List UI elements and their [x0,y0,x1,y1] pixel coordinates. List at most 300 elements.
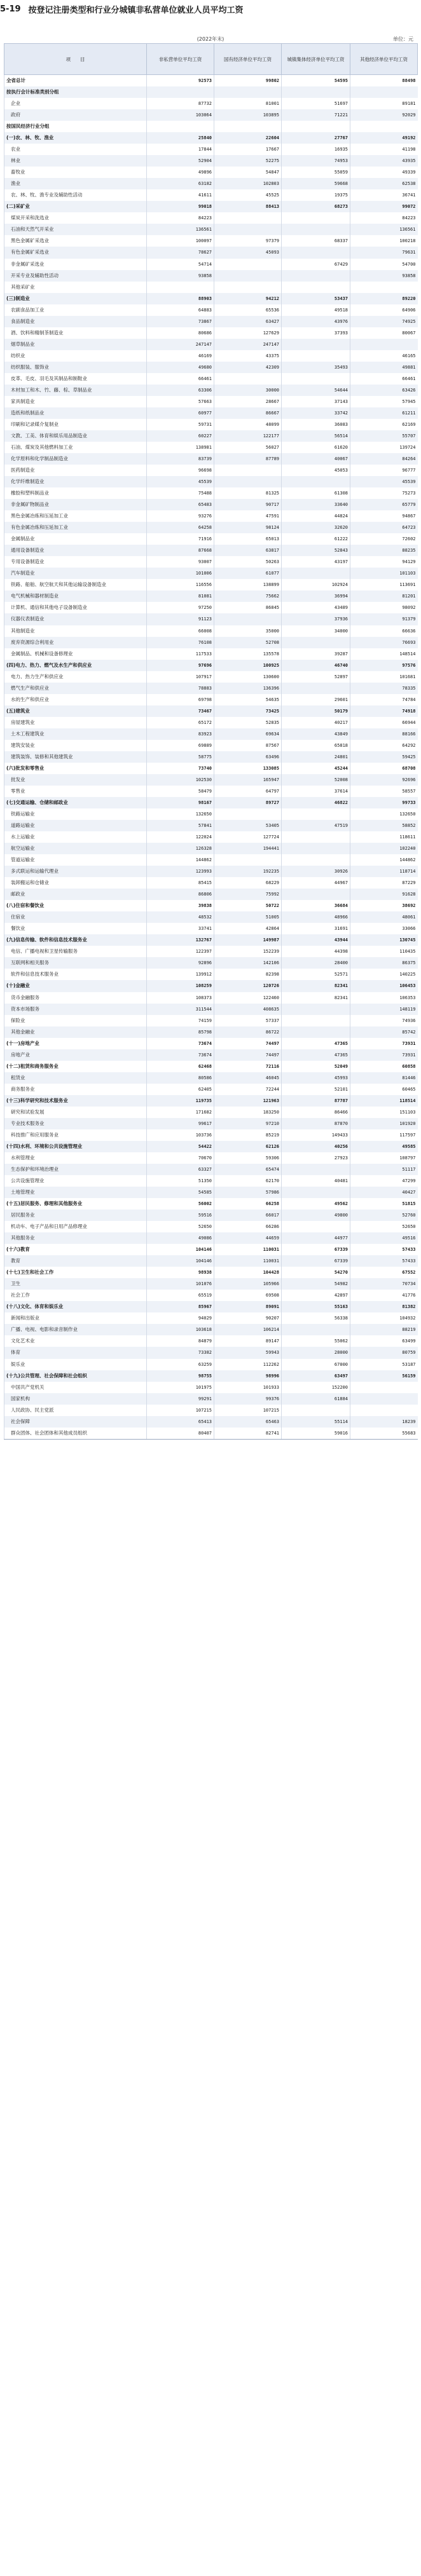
value-state-owned: 50263 [214,556,282,568]
value-other: 53187 [350,1359,418,1370]
value-total: 45539 [147,476,214,487]
row-label: 房屋建筑业 [4,717,147,728]
value-other: 59425 [350,751,418,763]
table-row [4,201,418,212]
value-total: 73467 [147,705,214,717]
unit-note: 单位：元 [393,36,413,42]
value-collective: 82341 [282,992,350,1004]
value-state-owned: 62126 [214,1141,282,1152]
table-title-text: 按登记注册类型和行业分城镇非私营单位就业人员平均工资 [28,5,244,15]
value-state-owned: 17667 [214,144,282,155]
row-label: 其他金融业 [4,1026,147,1038]
value-other: 136561 [350,224,418,235]
value-collective: 47519 [282,820,350,831]
table-row [4,843,418,854]
table-row [4,1255,418,1267]
row-label: (四)电力、热力、燃气及水生产和供应业 [4,660,147,671]
value-collective: 59016 [282,1428,350,1440]
table-row [4,1278,418,1290]
value-total: 75488 [147,487,214,499]
value-total: 100097 [147,235,214,247]
value-total: 65519 [147,1290,214,1301]
value-other: 54700 [350,259,418,270]
table-row [4,992,418,1004]
row-label: (三)制造业 [4,293,147,304]
value-state-owned [214,476,282,487]
value-collective: 52897 [282,671,350,683]
value-total: 108259 [147,980,214,992]
row-label: 电气机械和器材制造业 [4,590,147,602]
value-state-owned: 121963 [214,1095,282,1107]
table-row [4,1026,418,1038]
value-other: 148514 [350,648,418,660]
value-state-owned: 63817 [214,545,282,556]
value-state-owned: 152239 [214,946,282,957]
value-state-owned: 81001 [214,98,282,109]
row-label: 全省总计 [4,75,147,87]
row-label: 建筑装饰、装修和其他建筑业 [4,751,147,763]
value-total: 58479 [147,786,214,797]
value-total: 83923 [147,728,214,740]
value-other: 101103 [350,568,418,579]
value-state-owned: 127629 [214,327,282,339]
value-state-owned: 103895 [214,109,282,121]
value-total: 99018 [147,201,214,212]
value-state-owned [214,270,282,282]
row-label: 印刷和记录媒介复制业 [4,419,147,430]
value-total: 85798 [147,1026,214,1038]
row-label: 企业 [4,98,147,109]
value-total: 122024 [147,831,214,843]
value-collective: 68273 [282,201,350,212]
value-total: 73867 [147,316,214,327]
value-state-owned: 97379 [214,235,282,247]
value-state-owned [214,121,282,132]
value-other: 60858 [350,1061,418,1072]
table-row [4,293,418,304]
table-row [4,1187,418,1198]
value-total: 80407 [147,1428,214,1440]
value-other: 151103 [350,1107,418,1118]
table-row [4,613,418,625]
value-state-owned: 105966 [214,1278,282,1290]
table-row [4,373,418,385]
value-total: 103618 [147,1324,214,1335]
value-state-owned: 194441 [214,843,282,854]
value-state-owned: 81325 [214,487,282,499]
row-label: 新闻和出版业 [4,1312,147,1324]
value-state-owned: 59943 [214,1347,282,1358]
value-other: 78335 [350,683,418,694]
value-collective: 67339 [282,1244,350,1255]
column-header-item: 项 目 [4,44,147,75]
table-row [4,86,418,98]
row-label: 文化艺术业 [4,1335,147,1347]
table-row [4,1038,418,1049]
value-other: 79631 [350,247,418,258]
row-label: 有色金属冶炼和压延加工业 [4,522,147,533]
table-row [4,1175,418,1187]
value-state-owned: 66258 [214,1198,282,1210]
table-row [4,1198,418,1210]
value-state-owned: 86722 [214,1026,282,1038]
table-row [4,786,418,797]
value-other: 144862 [350,854,418,866]
row-label: 卫生 [4,1278,147,1290]
value-other: 72602 [350,533,418,545]
value-other: 73931 [350,1049,418,1061]
value-state-owned: 74497 [214,1049,282,1061]
value-state-owned: 122460 [214,992,282,1004]
value-collective: 52101 [282,1084,350,1095]
table-row [4,407,418,419]
value-state-owned: 135578 [214,648,282,660]
row-label: 按执行会计标准类别分组 [4,86,147,98]
value-other: 88498 [350,75,418,87]
value-state-owned: 65536 [214,304,282,316]
value-other: 65779 [350,499,418,510]
value-collective: 42897 [282,1290,350,1301]
table-row [4,224,418,235]
table-row [4,625,418,637]
value-other: 96777 [350,465,418,476]
value-total: 80586 [147,1072,214,1084]
value-collective [282,1164,350,1175]
value-total: 108373 [147,992,214,1004]
value-total: 139912 [147,969,214,980]
value-other: 91379 [350,613,418,625]
value-other: 67552 [350,1267,418,1278]
row-label: (十)金融业 [4,980,147,992]
table-row [4,556,418,568]
value-collective: 49562 [282,1198,350,1210]
value-state-owned: 45525 [214,189,282,201]
value-state-owned: 59306 [214,1152,282,1164]
value-total: 64883 [147,304,214,316]
value-total: 69798 [147,694,214,705]
value-total: 57663 [147,396,214,407]
value-other: 61211 [350,407,418,419]
value-other: 57945 [350,396,418,407]
value-other: 74918 [350,705,418,717]
value-state-owned: 165947 [214,774,282,786]
value-state-owned: 35000 [214,625,282,637]
row-label: (九)信息传输、软件和信息技术服务业 [4,934,147,946]
value-state-owned: 149987 [214,934,282,946]
value-state-owned: 65474 [214,1164,282,1175]
row-label: 烟草制品业 [4,339,147,350]
value-other [350,121,418,132]
table-row [4,1290,418,1301]
table-row [4,969,418,980]
row-label: 文教、工美、体育和娱乐用品制造业 [4,430,147,442]
value-total: 96698 [147,465,214,476]
value-total: 73674 [147,1049,214,1061]
row-label: 水的生产和供应业 [4,694,147,705]
value-collective [282,224,350,235]
value-other: 76693 [350,637,418,648]
value-other: 87229 [350,877,418,889]
value-other: 88166 [350,728,418,740]
value-collective: 51697 [282,98,350,109]
table-row [4,637,418,648]
value-total: 107917 [147,671,214,683]
value-state-owned: 52835 [214,717,282,728]
value-collective [282,373,350,385]
value-other: 66944 [350,717,418,728]
value-total: 65172 [147,717,214,728]
value-total: 62405 [147,1084,214,1095]
value-collective [282,1324,350,1335]
row-label: 互联网和相关服务 [4,957,147,969]
value-total: 119735 [147,1095,214,1107]
value-collective: 44977 [282,1232,350,1244]
value-other: 48061 [350,911,418,923]
value-state-owned: 86667 [214,407,282,419]
value-total: 132650 [147,808,214,820]
row-label: 道路运输业 [4,820,147,831]
value-total: 49086 [147,1232,214,1244]
table-row [4,1267,418,1278]
table-row [4,362,418,373]
table-header-row [4,44,418,75]
value-state-owned: 192235 [214,866,282,877]
value-other: 52760 [350,1210,418,1221]
value-total: 56002 [147,1198,214,1210]
value-collective [282,831,350,843]
value-state-owned: 90717 [214,499,282,510]
value-other: 85742 [350,1026,418,1038]
table-row [4,683,418,694]
value-other: 98092 [350,602,418,613]
value-collective: 65818 [282,740,350,751]
value-collective: 56338 [282,1312,350,1324]
value-other: 64906 [350,304,418,316]
value-state-owned: 142106 [214,957,282,969]
value-collective: 43976 [282,316,350,327]
value-other: 80759 [350,1347,418,1358]
value-total: 104146 [147,1244,214,1255]
value-collective [282,1015,350,1026]
table-row [4,1382,418,1393]
value-state-owned: 130600 [214,671,282,683]
value-collective: 149433 [282,1129,350,1141]
table-row [4,1370,418,1382]
row-label: 土地管理业 [4,1187,147,1198]
value-collective: 46740 [282,660,350,671]
value-total: 51350 [147,1175,214,1187]
row-label: 按国民经济行业分组 [4,121,147,132]
value-total: 311544 [147,1004,214,1015]
value-state-owned: 43375 [214,350,282,362]
value-collective: 36083 [282,419,350,430]
value-other: 51117 [350,1164,418,1175]
value-state-owned: 110031 [214,1244,282,1255]
row-label: (七)交通运输、仓储和邮政业 [4,797,147,808]
value-total: 132767 [147,934,214,946]
table-row [4,660,418,671]
row-label: 人民政协、民主党派 [4,1405,147,1416]
table-row [4,705,418,717]
table-row [4,1141,418,1152]
value-collective: 45244 [282,763,350,774]
value-state-owned: 47591 [214,510,282,522]
table-row [4,763,418,774]
value-other: 49881 [350,362,418,373]
value-collective: 67339 [282,1255,350,1267]
value-other: 63499 [350,1335,418,1347]
value-other: 45539 [350,476,418,487]
row-label: 水利管理业 [4,1152,147,1164]
value-total: 87668 [147,545,214,556]
value-state-owned: 42864 [214,923,282,934]
row-label: 软件和信息技术服务业 [4,969,147,980]
value-other: 18239 [350,1416,418,1428]
row-label: 皮革、毛皮、羽毛及其制品和制鞋业 [4,373,147,385]
table-row [4,579,418,590]
value-collective: 50179 [282,705,350,717]
row-label: 邮政业 [4,889,147,900]
table-row [4,602,418,613]
value-total: 85415 [147,877,214,889]
value-other: 66636 [350,625,418,637]
row-label: 广播、电视、电影和录音制作业 [4,1324,147,1335]
value-other: 94867 [350,510,418,522]
value-other: 60465 [350,1084,418,1095]
value-state-owned [214,212,282,224]
row-label: 批发业 [4,774,147,786]
value-collective [282,843,350,854]
table-row [4,934,418,946]
row-label: 农副食品加工业 [4,304,147,316]
value-state-owned: 63427 [214,316,282,327]
value-other: 73931 [350,1038,418,1049]
value-state-owned: 82741 [214,1428,282,1440]
value-state-owned: 63496 [214,751,282,763]
row-label: 公共设施管理业 [4,1175,147,1187]
value-collective: 32620 [282,522,350,533]
row-label: 零售业 [4,786,147,797]
table-row [4,98,418,109]
table-row [4,1095,418,1107]
value-state-owned: 99376 [214,1393,282,1405]
value-other [350,1405,418,1416]
table-row [4,671,418,683]
value-state-owned: 104428 [214,1267,282,1278]
value-collective: 152200 [282,1382,350,1393]
value-other: 55683 [350,1428,418,1440]
value-total: 84223 [147,212,214,224]
table-row [4,1324,418,1335]
value-total [147,282,214,293]
value-total: 98167 [147,797,214,808]
value-total: 25840 [147,132,214,144]
row-label: 黑色金属冶炼和压延加工业 [4,510,147,522]
value-collective [282,212,350,224]
value-other: 104932 [350,1312,418,1324]
row-label: 专用设备制造业 [4,556,147,568]
value-state-owned: 22604 [214,132,282,144]
value-total: 136561 [147,224,214,235]
value-total: 99291 [147,1393,214,1405]
column-header-collective: 城镇集体经济单位平均工资 [282,44,350,75]
value-other: 118611 [350,831,418,843]
value-state-owned: 138899 [214,579,282,590]
row-label: 纺织业 [4,350,147,362]
table-row [4,304,418,316]
row-label: 化学原料和化学制品制造业 [4,453,147,465]
row-label: 计算机、通信和其他电子设备制造业 [4,602,147,613]
row-label: 黑色金属矿采选业 [4,235,147,247]
value-state-owned: 85219 [214,1129,282,1141]
value-collective: 87787 [282,1095,350,1107]
value-collective [282,683,350,694]
table-row [4,808,418,820]
row-label: 畜牧业 [4,167,147,178]
value-state-owned: 110031 [214,1255,282,1267]
row-label: 多式联运和运输代理业 [4,866,147,877]
value-collective: 43944 [282,934,350,946]
value-other: 41776 [350,1290,418,1301]
value-state-owned: 30000 [214,385,282,396]
value-other: 94129 [350,556,418,568]
value-other: 62538 [350,178,418,189]
table-row [4,717,418,728]
value-other: 64723 [350,522,418,533]
value-other: 36741 [350,189,418,201]
value-collective: 19375 [282,189,350,201]
value-collective: 49518 [282,304,350,316]
value-collective: 46822 [282,797,350,808]
value-other: 93858 [350,270,418,282]
value-other: 118714 [350,866,418,877]
table-row [4,132,418,144]
value-state-owned: 57337 [214,1015,282,1026]
value-other: 49192 [350,132,418,144]
row-label: 娱乐业 [4,1359,147,1370]
value-total: 126328 [147,843,214,854]
value-other: 62169 [350,419,418,430]
value-total: 17844 [147,144,214,155]
value-collective [282,247,350,258]
value-total: 39838 [147,900,214,911]
row-label: 农、林、牧、渔专业及辅助性活动 [4,189,147,201]
table-row [4,316,418,327]
value-total: 103064 [147,109,214,121]
value-other [350,339,418,350]
column-header-total: 非私营单位平均工资 [147,44,214,75]
table-row [4,1405,418,1416]
value-state-owned: 69634 [214,728,282,740]
value-collective: 35493 [282,362,350,373]
row-label: (十四)水利、环境和公共设施管理业 [4,1141,147,1152]
value-state-owned: 89091 [214,1301,282,1312]
value-collective: 55062 [282,1335,350,1347]
value-state-owned: 52708 [214,637,282,648]
value-collective: 52049 [282,1061,350,1072]
value-total: 91123 [147,613,214,625]
value-total: 52904 [147,155,214,167]
value-collective [282,854,350,866]
value-total: 84879 [147,1335,214,1347]
table-row [4,1210,418,1221]
value-collective: 63497 [282,1370,350,1382]
value-other: 63426 [350,385,418,396]
value-total: 94029 [147,1312,214,1324]
value-collective: 61620 [282,442,350,453]
value-collective: 43197 [282,556,350,568]
value-collective: 45053 [282,465,350,476]
